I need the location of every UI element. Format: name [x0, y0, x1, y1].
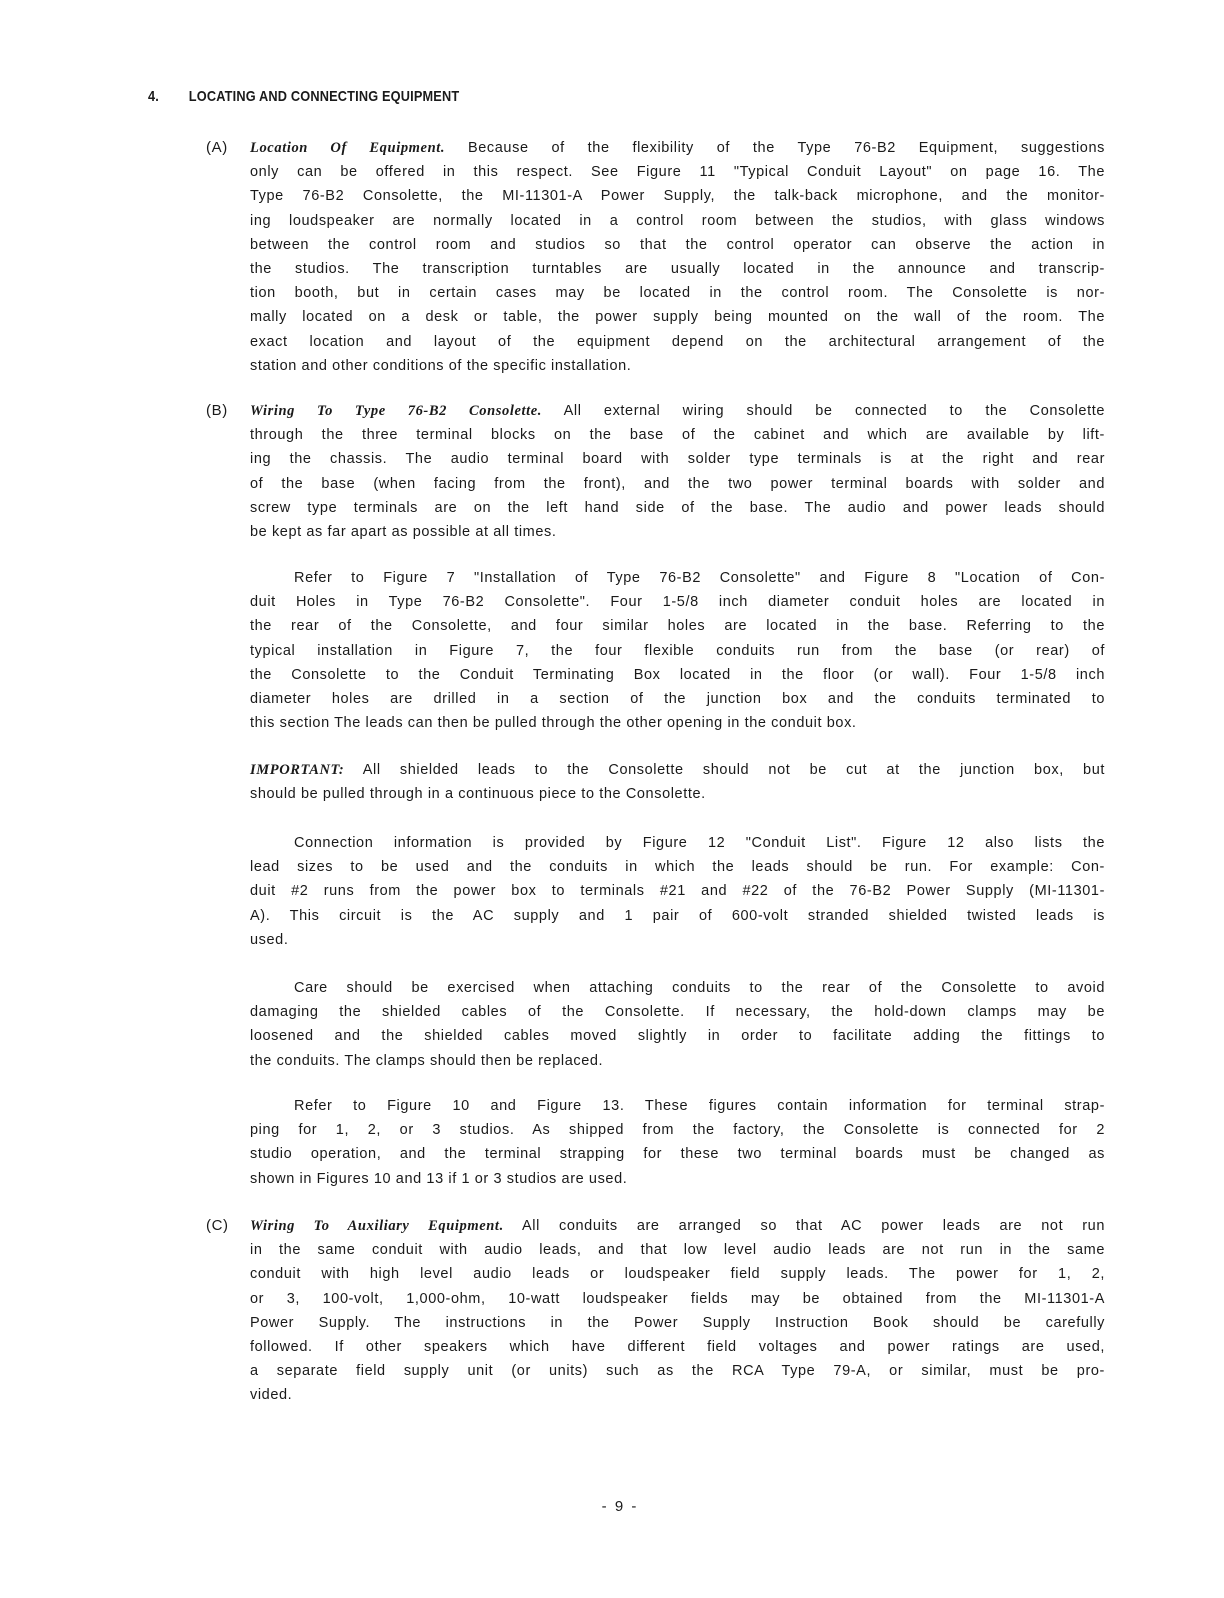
text-line	[250, 687, 1105, 711]
line-text: duit #2 runs from the power box to terminals #21 and #22 of the 76-B2 Power Supply (MI-11301-	[250, 883, 1105, 900]
paragraph-b	[206, 399, 1105, 544]
paragraph-label: (B)	[206, 402, 228, 419]
text-line	[250, 1024, 1105, 1048]
text-line	[250, 472, 1105, 496]
text-line	[250, 1359, 1105, 1383]
text-line	[250, 1238, 1105, 1262]
text-line	[250, 782, 1105, 806]
text-line	[250, 1214, 1105, 1238]
line-text: Connection information is provided by Figure 12 "Conduit List". Figure 12 also lists the	[294, 835, 1105, 851]
paragraph-lead: Location Of Equipment.	[250, 140, 446, 156]
text-line	[250, 184, 1105, 208]
paragraph-a	[206, 136, 1105, 378]
line-text: All external wiring should be connected to the Consolette	[563, 403, 1105, 419]
section-title: LOCATING AND CONNECTING EQUIPMENT	[188, 88, 460, 105]
line-text: Refer to Figure 7 "Installation of Type 76-B2 Consolette" and Figure 8 "Location of Con-	[294, 570, 1105, 586]
text-line	[250, 831, 1105, 855]
paragraph-conduit-holes	[250, 566, 1105, 735]
text-line	[250, 354, 1105, 378]
line-text: in the same conduit with audio leads, and that low level audio leads are not run in the same	[250, 1242, 1105, 1259]
line-text: through the three terminal blocks on the base of the cabinet and which are available by lift-	[250, 427, 1105, 444]
line-text: shown in Figures 10 and 13 if 1 or 3 studios are used.	[250, 1170, 628, 1187]
text-line	[250, 1335, 1105, 1359]
paragraph-label: (A)	[206, 139, 228, 156]
text-line	[250, 758, 1105, 782]
line-text: Care should be exercised when attaching conduits to the rear of the Consolette to avoid	[294, 980, 1105, 996]
text-line	[250, 879, 1105, 903]
text-line	[250, 399, 1105, 423]
text-line	[250, 663, 1105, 687]
line-text: or 3, 100-volt, 1,000-ohm, 10-watt loudspeaker fields may be obtained from the MI-11301-A	[250, 1290, 1105, 1307]
line-text: studio operation, and the terminal strapping for these two terminal boards must be changed as	[250, 1146, 1105, 1163]
section-number: 4.	[148, 88, 159, 105]
text-line	[250, 496, 1105, 520]
text-line	[250, 1262, 1105, 1286]
line-text: A). This circuit is the AC supply and 1 pair of 600-volt stranded shielded twisted leads is	[250, 907, 1105, 924]
paragraph-lead: Wiring To Auxiliary Equipment.	[250, 1218, 504, 1234]
text-line	[250, 1049, 1105, 1073]
line-text: ing loudspeaker are normally located in a control room between the studios, with glass windows	[250, 212, 1105, 229]
line-text: Refer to Figure 10 and Figure 13. These figures contain information for terminal strap-	[294, 1098, 1105, 1114]
text-line	[250, 447, 1105, 471]
text-line	[250, 639, 1105, 663]
text-line	[250, 1167, 1105, 1191]
text-line	[250, 928, 1105, 952]
paragraph-lead: IMPORTANT:	[250, 762, 345, 778]
line-text: damaging the shielded cables of the Consolette. If necessary, the hold-down clamps may be	[250, 1004, 1105, 1021]
line-text: only can be offered in this respect. See Figure 11 "Typical Conduit Layout" on page 16. The	[250, 164, 1105, 181]
text-line	[250, 614, 1105, 638]
line-text: between the control room and studios so that the control operator can observe the action in	[250, 236, 1105, 253]
paragraph-strapping	[250, 1094, 1105, 1191]
paragraph-label: (C)	[206, 1217, 229, 1234]
line-text: Power Supply. The instructions in the Power Supply Instruction Book should be carefully	[250, 1314, 1105, 1331]
paragraph-care	[250, 976, 1105, 1073]
line-text: Because of the flexibility of the Type 76-B2 Equipment, suggestions	[467, 140, 1105, 156]
text-line	[250, 566, 1105, 590]
text-line	[250, 1383, 1105, 1407]
line-text: the conduits. The clamps should then be replaced.	[250, 1052, 604, 1069]
paragraph-connection-info	[250, 831, 1105, 952]
text-line	[250, 1118, 1105, 1142]
text-line	[250, 1142, 1105, 1166]
text-line	[250, 590, 1105, 614]
text-line	[250, 1000, 1105, 1024]
line-text: mally located on a desk or table, the power supply being mounted on the wall of the room. The	[250, 309, 1105, 326]
line-text: should be pulled through in a continuous piece to the Consolette.	[250, 786, 706, 803]
text-line	[250, 136, 1105, 160]
line-text: ing the chassis. The audio terminal board with solder type terminals is at the right and rear	[250, 451, 1105, 468]
paragraph-important	[250, 758, 1105, 806]
line-text: the rear of the Consolette, and four similar holes are located in the base. Referring to the	[250, 618, 1105, 635]
text-line	[250, 1094, 1105, 1118]
line-text: followed. If other speakers which have different field voltages and power ratings are used,	[250, 1338, 1105, 1355]
line-text: vided.	[250, 1387, 293, 1404]
line-text: a separate field supply unit (or units) such as the RCA Type 79-A, or similar, must be pro-	[250, 1363, 1105, 1380]
line-text: ping for 1, 2, or 3 studios. As shipped from the factory, the Consolette is connected for 2	[250, 1122, 1105, 1139]
text-line	[250, 1287, 1105, 1311]
paragraph-lead: Wiring To Type 76-B2 Consolette.	[250, 403, 543, 419]
paragraph-c	[206, 1214, 1105, 1408]
text-line	[250, 904, 1105, 928]
line-text: the studios. The transcription turntables are usually located in the announce and transcrip-	[250, 260, 1105, 277]
line-text: of the base (when facing from the front), and the two power terminal boards with solder and	[250, 475, 1105, 492]
text-line	[250, 1311, 1105, 1335]
line-text: screw type terminals are on the left hand side of the base. The audio and power leads should	[250, 499, 1105, 516]
text-line	[250, 209, 1105, 233]
line-text: All shielded leads to the Consolette should not be cut at the junction box, but	[362, 762, 1105, 778]
page-number: - 9 -	[601, 1498, 639, 1515]
text-line	[250, 233, 1105, 257]
text-line	[250, 160, 1105, 184]
text-line	[250, 330, 1105, 354]
line-text: used.	[250, 931, 289, 948]
text-line	[250, 281, 1105, 305]
line-text: be kept as far apart as possible at all times.	[250, 523, 557, 540]
line-text: exact location and layout of the equipment depend on the architectural arrangement of the	[250, 333, 1105, 350]
line-text: diameter holes are drilled in a section of the junction box and the conduits terminated to	[250, 690, 1105, 707]
line-text: loosened and the shielded cables moved slightly in order to facilitate adding the fittings to	[250, 1028, 1105, 1045]
line-text: station and other conditions of the specific installation.	[250, 357, 632, 374]
line-text: typical installation in Figure 7, the four flexible conduits run from the base (or rear) of	[250, 642, 1105, 659]
line-text: lead sizes to be used and the conduits in which the leads should be run. For example: Con-	[250, 859, 1105, 876]
section-heading	[148, 88, 459, 105]
text-line	[250, 711, 1105, 735]
line-text: duit Holes in Type 76-B2 Consolette". Four 1-5/8 inch diameter conduit holes are located in	[250, 594, 1105, 611]
text-line	[250, 976, 1105, 1000]
text-line	[250, 855, 1105, 879]
text-line	[250, 520, 1105, 544]
line-text: Type 76-B2 Consolette, the MI-11301-A Power Supply, the talk-back microphone, and the monitor-	[250, 188, 1105, 205]
line-text: tion booth, but in certain cases may be located in the control room. The Consolette is nor-	[250, 285, 1105, 302]
line-text: All conduits are arranged so that AC power leads are not run	[522, 1218, 1105, 1234]
text-line	[250, 423, 1105, 447]
text-line	[250, 305, 1105, 329]
line-text: conduit with high level audio leads or loudspeaker field supply leads. The power for 1, 2,	[250, 1266, 1105, 1283]
line-text: the Consolette to the Conduit Terminating Box located in the floor (or wall). Four 1-5/8 inch	[250, 666, 1105, 683]
text-line	[250, 257, 1105, 281]
line-text: this section The leads can then be pulled through the other opening in the conduit box.	[250, 715, 857, 732]
